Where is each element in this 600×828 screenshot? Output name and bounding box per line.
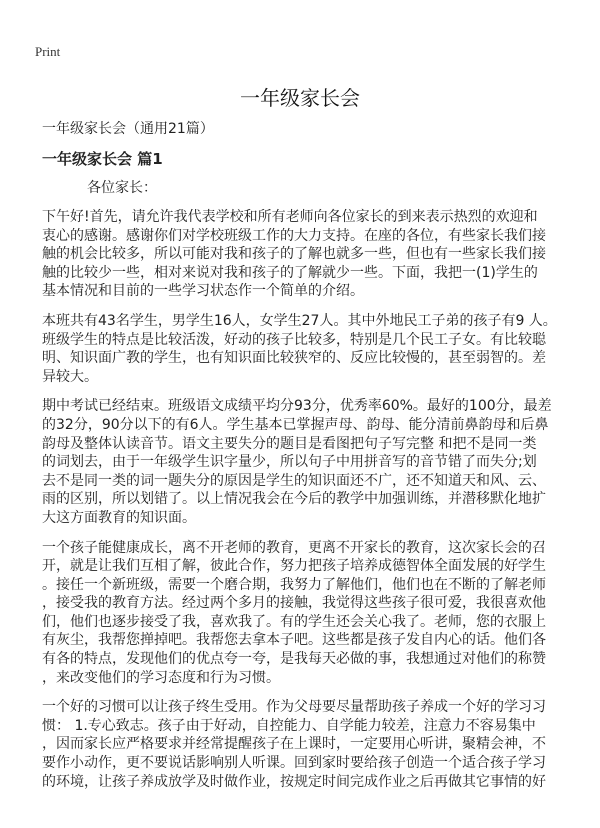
- paragraph-line: 开，就是让我们互相了解，彼此合作，努力把孩子培养成德智体全面发展的好学生: [42, 558, 546, 575]
- paragraph-line: 明、知识面广教的学生，也有知识面比较狭窄的、反应比较慢的，甚至弱智的。差: [42, 350, 546, 367]
- print-link[interactable]: Print: [35, 44, 61, 59]
- paragraph-line: 要作小动作，更不要说话影响别人听课。回到家时要给孩子创造一个适合孩子学习: [42, 755, 546, 772]
- paragraph-line: 们，他们也逐步接受了我，喜欢我了。有的学生还会关心我了。老师，您的衣服上: [42, 613, 546, 630]
- paragraph-line: 下午好!首先，请允许我代表学校和所有老师向各位家长的到来表示热烈的欢迎和: [42, 209, 538, 225]
- document-subtitle: 一年级家长会（通用21篇）: [42, 121, 214, 137]
- paragraph-line: 班级学生的特点是比较活泼，好动的孩子比较多，特别是几个民工子女。有比较聪: [42, 331, 546, 348]
- paragraph-line: 异较大。: [42, 368, 98, 385]
- paragraph-line: 惯： 1.专心致志。孩子由于好动，自控能力、自学能力较差，注意力不容易集中: [42, 717, 536, 734]
- paragraph-line: ，来改变他们的学习态度和行为习惯。: [42, 669, 280, 686]
- paragraph-line: 去不是同一类的词一题失分的原因是学生的知识面还不广，还不知道天和风、云、: [42, 472, 546, 489]
- paragraph: [42, 397, 572, 527]
- paragraph: [42, 208, 572, 301]
- paragraph-line: 的环境，让孩子养成放学及时做作业，按规定时间完成作业之后再做其它事情的好: [42, 773, 546, 790]
- paragraph-line: 触的机会比较多，所以可能对我和孩子的了解也就多一些，但也有一些家长我们接: [42, 246, 546, 263]
- paragraph: [42, 698, 572, 791]
- document-body: [42, 208, 572, 791]
- paragraph-line: ，接受我的教育方法。经过两个多月的接触，我觉得这些孩子很可爱，我很喜欢他: [42, 595, 546, 612]
- paragraph-line: 的32分，90分以下的有6人。学生基本已掌握声母、韵母、能分清前鼻韵母和后鼻: [42, 416, 549, 433]
- paragraph-line: 。接任一个新班级，需要一个磨合期，我努力了解他们，他们也在不断的了解老师: [42, 576, 546, 593]
- paragraph-line: ，因而家长应严格要求并经常提醒孩子在上课时，一定要用心听讲，聚精会神，不: [42, 736, 546, 753]
- section-heading: 一年级家长会 篇1: [42, 150, 163, 168]
- paragraph-line: 基本情况和目前的一些学习状态作一个简单的介绍。: [42, 283, 364, 300]
- paragraph-line: 有灰尘，我帮您掸掉吧。我帮您去拿本子吧。这些都是孩子发自内心的话。他们各: [42, 632, 546, 649]
- document-title: 一年级家长会: [240, 86, 360, 110]
- greeting: 各位家长：: [87, 180, 157, 196]
- paragraph-line: 大这方面教育的知识面。: [42, 509, 196, 526]
- paragraph-line: 雨的区别，所以划错了。以上情况我会在今后的教学中加强训练，并潜移默化地扩: [42, 491, 546, 508]
- paragraph-line: 的词划去，由于一年级学生识字量少，所以句子中用拼音写的音节错了而失分;划: [42, 454, 537, 471]
- paragraph-line: 衷心的感谢。感谢你们对学校班级工作的大力支持。在座的各位，有些家长我们接: [42, 227, 546, 244]
- paragraph-line: 本班共有43名学生，男学生16人，女学生27人。其中外地民工子弟的孩子有9 人。: [42, 312, 557, 329]
- paragraph-line: 有各的特点，发现他们的优点夸一夸，是我每天必做的事，我想通过对他们的称赞: [42, 651, 546, 668]
- paragraph: [42, 539, 572, 688]
- paragraph-line: 触的比较少一些，相对来说对我和孩子的了解就少一些。下面，我把一(1)学生的: [42, 264, 538, 281]
- paragraph-line: 一个好的习惯可以让孩子终生受用。作为父母要尽量帮助孩子养成一个好的学习习: [42, 699, 546, 716]
- paragraph: [42, 312, 572, 386]
- paragraph-line: 期中考试已经结束。班级语文成绩平均分93分，优秀率60%。最好的100分，最差: [42, 398, 552, 415]
- paragraph-line: 韵母及整体认读音节。语文主要失分的题目是看图把句子写完整 和把不是同一类: [42, 435, 537, 452]
- paragraph-line: 一个孩子能健康成长，离不开老师的教育，更离不开家长的教育，这次家长会的召: [42, 539, 546, 556]
